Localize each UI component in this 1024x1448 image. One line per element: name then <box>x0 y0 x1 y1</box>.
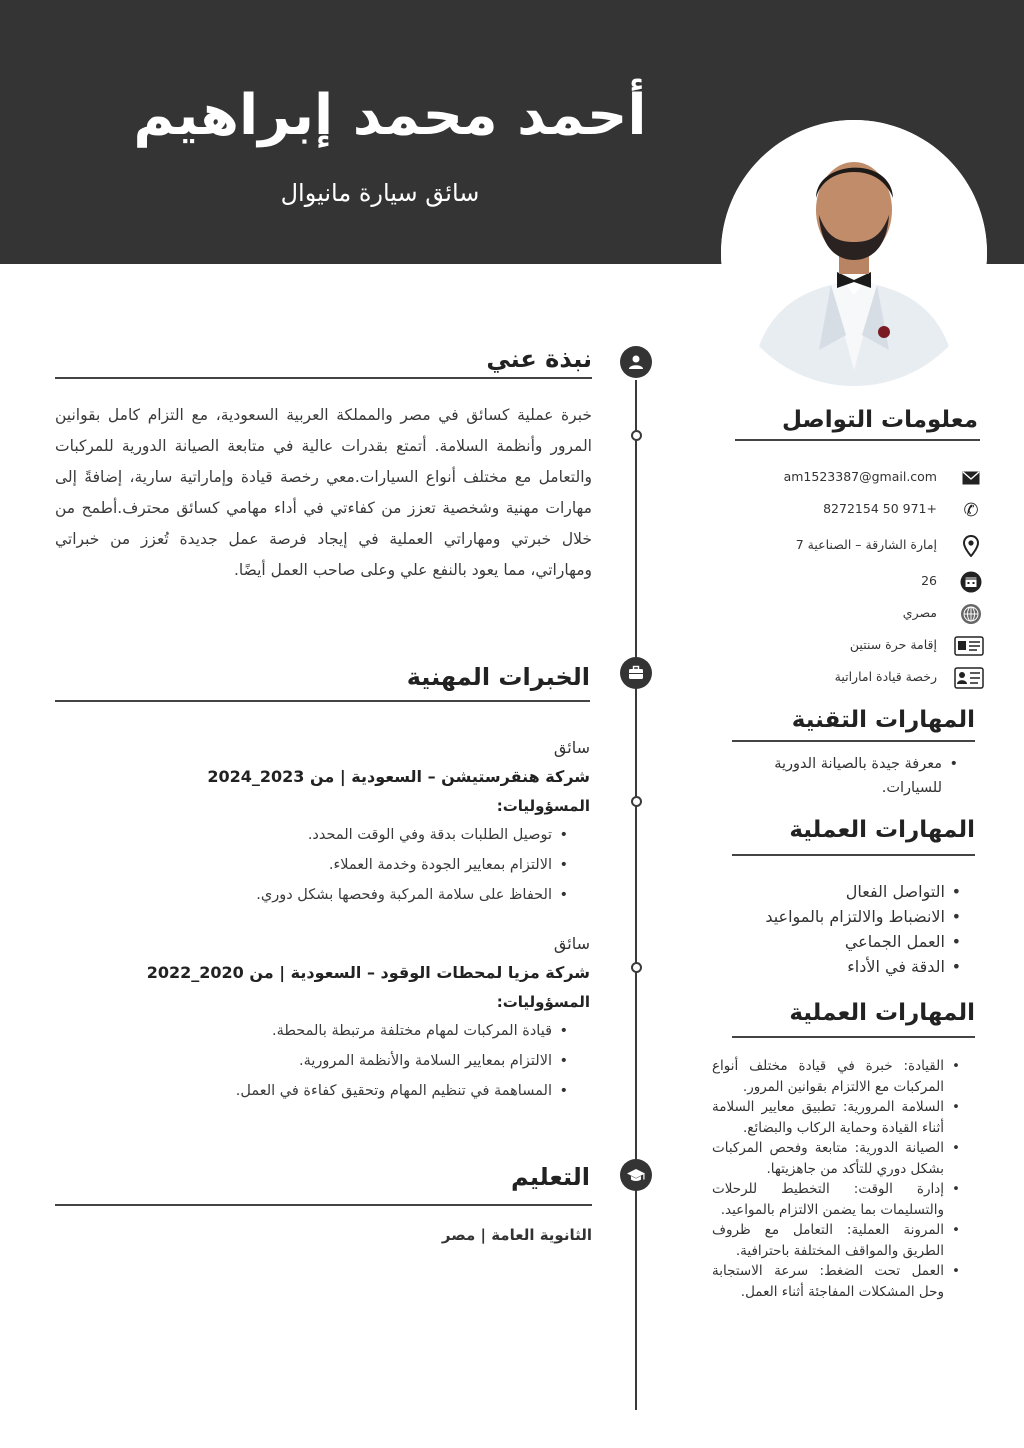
contact-row <box>745 567 985 597</box>
timeline-dot <box>631 796 642 807</box>
nationality-text: مصري <box>902 605 937 620</box>
section-divider <box>55 700 590 702</box>
list-item: • الصيانة الدورية: متابعة وفحص المركبات بشكل دوري للتأكد من جاهزيتها. <box>712 1138 974 1179</box>
calendar-icon <box>959 570 983 594</box>
list-item: • الالتزام بمعايير الجودة وخدمة العملاء. <box>140 850 590 880</box>
responsibilities-list <box>140 820 590 910</box>
location-icon <box>959 534 983 558</box>
section-divider <box>55 377 592 379</box>
license-text: رخصة قيادة اماراتية <box>834 669 937 684</box>
section-divider <box>735 439 980 441</box>
contact-row <box>745 631 985 661</box>
list-item: • السلامة المرورية: تطبيق معايير السلامة أثناء القيادة وحماية الركاب والبضائع. <box>712 1097 974 1138</box>
about-text: خبرة عملية كسائق في مصر والمملكة العربية السعودية، مع التزام كامل بقوانين المرور وأنظمة السلامة. أتمتع بقدرات عالية في متابعة الصيانة الدورية للمركبات والتعامل مع مختلف أنواع السيارات.معي رخصة قيادة وإماراتية سارية، إضافةً إلى مهارات مهنية وشخصية تعزز من كفاءتي في أداء مهامي كسائق محترف.أطمح من خلال خبرتي ومهاراتي العملية في إيجاد فرصة عمل جديدة تُعزز من خبراتي ومهاراتي، مما يعود بالنفع علي وعلى صاحب العمل أيضًا. <box>55 406 592 579</box>
soft-skills-title: المهارات العملية <box>789 817 975 843</box>
contact-title: معلومات التواصل <box>782 407 978 433</box>
list-item: • العمل تحت الضغط: سرعة الاستجابة وحل المشكلات المفاجئة أثناء العمل. <box>712 1261 974 1302</box>
job-company: شركة هنقرستيشن – السعودية | من 2023_2024 <box>207 767 590 786</box>
profile-photo <box>721 120 987 386</box>
list-item: • الدقة في الأداء <box>735 954 975 979</box>
residency-text: إقامة حرة سنتين <box>849 637 937 652</box>
list-item: • المساهمة في تنظيم المهام وتحقيق كفاءة في العمل. <box>140 1076 590 1106</box>
job-role: سائق <box>553 738 590 757</box>
globe-icon <box>959 602 983 626</box>
education-text: الثانوية العامة | مصر <box>441 1226 592 1244</box>
experience-item <box>140 734 590 910</box>
section-divider <box>732 854 975 856</box>
list-item: • الحفاظ على سلامة المركبة وفحصها بشكل دوري. <box>140 880 590 910</box>
candidate-name: أحمد محمد إبراهيم <box>133 83 647 148</box>
email-icon <box>959 466 983 490</box>
profile-photo-illustration <box>721 120 987 386</box>
section-divider <box>55 1204 592 1206</box>
work-skills-title: المهارات العملية <box>789 1000 975 1026</box>
tech-skills-list <box>740 752 972 800</box>
responsibilities-list <box>140 1016 590 1106</box>
graduation-cap-icon <box>620 1159 652 1191</box>
address-text: إمارة الشارقة – الصناعية 7 <box>795 537 937 552</box>
list-item: • الانضباط والالتزام بالمواعيد <box>735 904 975 929</box>
list-item: • معرفة جيدة بالصيانة الدورية للسيارات. <box>740 752 972 800</box>
list-item: • المرونة العملية: التعامل مع ظروف الطريق والمواقف المختلفة باحترافية. <box>712 1220 974 1261</box>
contact-row <box>745 495 985 525</box>
list-item: • العمل الجماعي <box>735 929 975 954</box>
contact-row <box>745 663 985 693</box>
list-item: • القيادة: خبرة في قيادة مختلف أنواع المركبات مع الالتزام بقوانين المرور. <box>712 1056 974 1097</box>
list-item: • إدارة الوقت: التخطيط للرحلات والتسليمات بما يضمن الالتزام بالمواعيد. <box>712 1179 974 1220</box>
responsibilities-label: المسؤوليات: <box>496 993 590 1011</box>
job-role: سائق <box>553 934 590 953</box>
list-item: • توصيل الطلبات بدقة وفي الوقت المحدد. <box>140 820 590 850</box>
experience-item <box>140 930 590 1106</box>
license-icon <box>953 666 985 690</box>
soft-skills-list <box>735 879 975 979</box>
id-card-icon <box>953 634 985 658</box>
about-title: نبذة عني <box>486 345 592 373</box>
timeline-line <box>635 380 637 1410</box>
timeline-dot <box>631 430 642 441</box>
education-title: التعليم <box>511 1163 590 1191</box>
job-company: شركة مزيا لمحطات الوقود – السعودية | من 2020_2022 <box>146 963 590 982</box>
job-title: سائق سيارة مانيوال <box>280 179 480 207</box>
contact-row <box>745 463 985 493</box>
user-icon <box>620 346 652 378</box>
list-item: • قيادة المركبات لمهام مختلفة مرتبطة بالمحطة. <box>140 1016 590 1046</box>
section-divider <box>732 740 975 742</box>
phone-icon: ✆ <box>963 499 979 521</box>
experience-title: الخبرات المهنية <box>406 663 590 691</box>
responsibilities-label: المسؤوليات: <box>496 797 590 815</box>
section-divider <box>732 1036 975 1038</box>
age-text: 26 <box>921 573 937 588</box>
tech-skills-title: المهارات التقنية <box>791 707 975 733</box>
email-text: am1523387@gmail.com <box>783 469 937 484</box>
list-item: • الالتزام بمعايير السلامة والأنظمة المرورية. <box>140 1046 590 1076</box>
contact-row <box>745 531 985 561</box>
briefcase-icon <box>620 657 652 689</box>
timeline-dot <box>631 962 642 973</box>
work-skills-list <box>712 1056 974 1302</box>
phone-text: +971 50 8272154 <box>823 501 937 516</box>
contact-row <box>745 599 985 629</box>
list-item: • التواصل الفعال <box>735 879 975 904</box>
